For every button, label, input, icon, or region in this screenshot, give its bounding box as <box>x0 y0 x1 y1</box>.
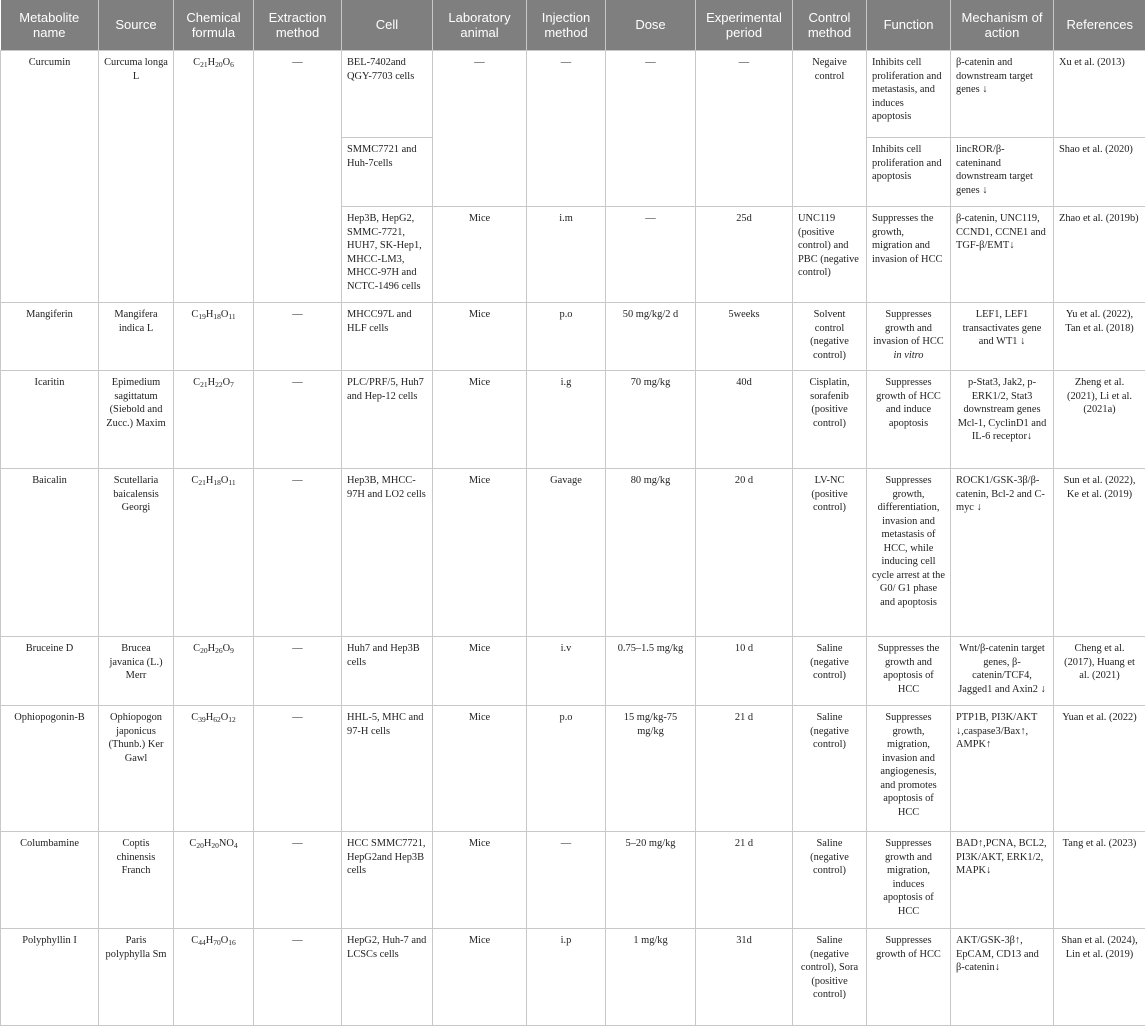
laboratory-animal: Mice <box>433 929 527 1026</box>
mechanism-of-action: BAD↑,PCNA, BCL2, PI3K/AKT, ERK1/2, MAPK↓ <box>951 832 1054 929</box>
header-laboratory-animal: Laboratory animal <box>433 0 527 51</box>
experimental-period: 5weeks <box>696 303 793 371</box>
extraction-method: — <box>254 469 342 637</box>
control-method: UNC119 (positive control) and PBC (negative control) <box>793 207 867 303</box>
injection-method: — <box>527 832 606 929</box>
table-row <box>1 929 1145 1026</box>
mechanism-of-action: p-Stat3, Jak2, p-ERK1/2, Stat3 downstream genes Mcl-1, CyclinD1 and IL-6 receptor↓ <box>951 371 1054 469</box>
source: Coptis chinensis Franch <box>99 832 174 929</box>
laboratory-animal: — <box>433 51 527 207</box>
table-row <box>1 706 1145 832</box>
function: Inhibits cell proliferation and apoptosis <box>867 138 951 207</box>
experimental-period: 20 d <box>696 469 793 637</box>
cell: Huh7 and Hep3B cells <box>342 637 433 706</box>
metabolite-name: Mangiferin <box>1 303 99 371</box>
injection-method: i.p <box>527 929 606 1026</box>
injection-method: p.o <box>527 706 606 832</box>
references: Shan et al. (2024), Lin et al. (2019) <box>1054 929 1145 1026</box>
source: Curcuma longa L <box>99 51 174 303</box>
chemical-formula: $C_{19}H_{18}O_{11}$ <box>174 303 254 371</box>
metabolite-name: Curcumin <box>1 51 99 303</box>
table-row <box>1 371 1145 469</box>
function: Suppresses growth, migration, invasion and angiogenesis, and promotes apoptosis of HCC <box>867 706 951 832</box>
function: Suppresses growth of HCC and induce apoptosis <box>867 371 951 469</box>
mechanism-of-action: β-catenin and downstream target genes ↓ <box>951 51 1054 138</box>
extraction-method: — <box>254 929 342 1026</box>
header-cell: Cell <box>342 0 433 51</box>
references: Zheng et al. (2021), Li et al. (2021a) <box>1054 371 1145 469</box>
metabolite-name: Ophiopogonin-B <box>1 706 99 832</box>
dose: 50 mg/kg/2 d <box>606 303 696 371</box>
header-references: References <box>1054 0 1145 51</box>
references: Yuan et al. (2022) <box>1054 706 1145 832</box>
mechanism-of-action: LEF1, LEF1 transactivates gene and WT1 ↓ <box>951 303 1054 371</box>
metabolite-name: Polyphyllin I <box>1 929 99 1026</box>
header-injection-method: Injection method <box>527 0 606 51</box>
laboratory-animal: Mice <box>433 303 527 371</box>
injection-method: i.g <box>527 371 606 469</box>
chemical-formula: $C_{20}H_{20}NO_4$ <box>174 832 254 929</box>
mechanism-of-action: AKT/GSK-3β↑, EpCAM, CD13 and β-catenin↓ <box>951 929 1054 1026</box>
experimental-period: 21 d <box>696 832 793 929</box>
mechanism-of-action: Wnt/β-catenin target genes, β-catenin/TCF4, Jagged1 and Axin2 ↓ <box>951 637 1054 706</box>
dose: 70 mg/kg <box>606 371 696 469</box>
header-control-method: Control method <box>793 0 867 51</box>
table-row <box>1 832 1145 929</box>
function: Suppresses growth of HCC <box>867 929 951 1026</box>
injection-method: i.m <box>527 207 606 303</box>
metabolite-name: Columbamine <box>1 832 99 929</box>
references: Tang et al. (2023) <box>1054 832 1145 929</box>
cell: MHCC97L and HLF cells <box>342 303 433 371</box>
control-method: Saline (negative control) <box>793 706 867 832</box>
mechanism-of-action: ROCK1/GSK-3β/β-catenin, Bcl-2 and C-myc ↓ <box>951 469 1054 637</box>
laboratory-animal: Mice <box>433 706 527 832</box>
dose: 80 mg/kg <box>606 469 696 637</box>
experimental-period: — <box>696 51 793 207</box>
references: Yu et al. (2022), Tan et al. (2018) <box>1054 303 1145 371</box>
references: Shao et al. (2020) <box>1054 138 1145 207</box>
laboratory-animal: Mice <box>433 207 527 303</box>
cell: HCC SMMC7721, HepG2and Hep3B cells <box>342 832 433 929</box>
header-experimental-period: Experimental period <box>696 0 793 51</box>
experimental-period: 25d <box>696 207 793 303</box>
source: Mangifera indica L <box>99 303 174 371</box>
references: Xu et al. (2013) <box>1054 51 1145 138</box>
table-row <box>1 51 1145 138</box>
header-mechanism-of-action: Mechanism of action <box>951 0 1054 51</box>
cell: HHL-5, MHC and 97-H cells <box>342 706 433 832</box>
function: Suppresses the growth, migration and invasion of HCC <box>867 207 951 303</box>
function: Inhibits cell proliferation and metastasis, and induces apoptosis <box>867 51 951 138</box>
metabolite-name: Baicalin <box>1 469 99 637</box>
dose: 1 mg/kg <box>606 929 696 1026</box>
chemical-formula: $C_{20}H_{26}O_9$ <box>174 637 254 706</box>
dose: 0.75–1.5 mg/kg <box>606 637 696 706</box>
cell: PLC/PRF/5, Huh7 and Hep-12 cells <box>342 371 433 469</box>
mechanism-of-action: lincROR/β-cateninand downstream target genes ↓ <box>951 138 1054 207</box>
source: Brucea javanica (L.) Merr <box>99 637 174 706</box>
extraction-method: — <box>254 303 342 371</box>
table-row <box>1 469 1145 637</box>
table-row <box>1 303 1145 371</box>
source: Ophiopogon japonicus (Thunb.) Ker Gawl <box>99 706 174 832</box>
mechanism-of-action: PTP1B, PI3K/AKT ↓,caspase3/Bax↑, AMPK↑ <box>951 706 1054 832</box>
control-method: Cisplatin, sorafenib (positive control) <box>793 371 867 469</box>
function: Suppresses the growth and apoptosis of HCC <box>867 637 951 706</box>
dose: — <box>606 207 696 303</box>
references: Cheng et al. (2017), Huang et al. (2021) <box>1054 637 1145 706</box>
control-method: LV-NC (positive control) <box>793 469 867 637</box>
control-method: Negaive control <box>793 51 867 207</box>
injection-method: Gavage <box>527 469 606 637</box>
chemical-formula: $C_{21}H_{22}O_7$ <box>174 371 254 469</box>
dose: 5–20 mg/kg <box>606 832 696 929</box>
cell: Hep3B, HepG2, SMMC-7721, HUH7, SK-Hep1, MHCC-LM3, MHCC-97H and NCTC-1496 cells <box>342 207 433 303</box>
cell: HepG2, Huh-7 and LCSCs cells <box>342 929 433 1026</box>
source: Paris polyphylla Sm <box>99 929 174 1026</box>
cell: BEL-7402and QGY-7703 cells <box>342 51 433 138</box>
extraction-method: — <box>254 706 342 832</box>
header-row <box>1 0 1145 51</box>
dose: — <box>606 51 696 207</box>
mechanism-of-action: β-catenin, UNC119, CCND1, CCNE1 and TGF-β/EMT↓ <box>951 207 1054 303</box>
function: Suppresses growth and migration, induces apoptosis of HCC <box>867 832 951 929</box>
laboratory-animal: Mice <box>433 469 527 637</box>
laboratory-animal: Mice <box>433 832 527 929</box>
header-extraction-method: Extraction method <box>254 0 342 51</box>
experimental-period: 40d <box>696 371 793 469</box>
header-function: Function <box>867 0 951 51</box>
chemical-formula: $C_{39}H_{62}O_{12}$ <box>174 706 254 832</box>
chemical-formula: $C_{21}H_{18}O_{11}$ <box>174 469 254 637</box>
header-source: Source <box>99 0 174 51</box>
injection-method: — <box>527 51 606 207</box>
extraction-method: — <box>254 51 342 303</box>
laboratory-animal: Mice <box>433 371 527 469</box>
header-chemical-formula: Chemical formula <box>174 0 254 51</box>
control-method: Saline (negative control), Sora (positive control) <box>793 929 867 1026</box>
experimental-period: 10 d <box>696 637 793 706</box>
laboratory-animal: Mice <box>433 637 527 706</box>
references: Sun et al. (2022), Ke et al. (2019) <box>1054 469 1145 637</box>
source: Epimedium sagittatum (Siebold and Zucc.) Maxim <box>99 371 174 469</box>
metabolite-name: Icaritin <box>1 371 99 469</box>
metabolite-name: Bruceine D <box>1 637 99 706</box>
experimental-period: 21 d <box>696 706 793 832</box>
function: Suppresses growth, differentiation, invasion and metastasis of HCC, while inducing cell cycle arrest at the G0/ G1 phase and apoptosis <box>867 469 951 637</box>
control-method: Saline (negative control) <box>793 832 867 929</box>
extraction-method: — <box>254 832 342 929</box>
extraction-method: — <box>254 637 342 706</box>
function: Suppresses growth and invasion of HCC in vitro <box>867 303 951 371</box>
source: Scutellaria baicalensis Georgi <box>99 469 174 637</box>
cell: SMMC7721 and Huh-7cells <box>342 138 433 207</box>
chemical-formula: $C_{21}H_{20}O_6$ <box>174 51 254 303</box>
chemical-formula: $C_{44}H_{70}O_{16}$ <box>174 929 254 1026</box>
control-method: Saline (negative control) <box>793 637 867 706</box>
injection-method: p.o <box>527 303 606 371</box>
injection-method: i.v <box>527 637 606 706</box>
header-dose: Dose <box>606 0 696 51</box>
header-metabolite-name: Metabolite name <box>1 0 99 51</box>
references: Zhao et al. (2019b) <box>1054 207 1145 303</box>
extraction-method: — <box>254 371 342 469</box>
cell: Hep3B, MHCC-97H and LO2 cells <box>342 469 433 637</box>
experimental-period: 31d <box>696 929 793 1026</box>
table-row <box>1 637 1145 706</box>
dose: 15 mg/kg-75 mg/kg <box>606 706 696 832</box>
control-method: Solvent control (negative control) <box>793 303 867 371</box>
